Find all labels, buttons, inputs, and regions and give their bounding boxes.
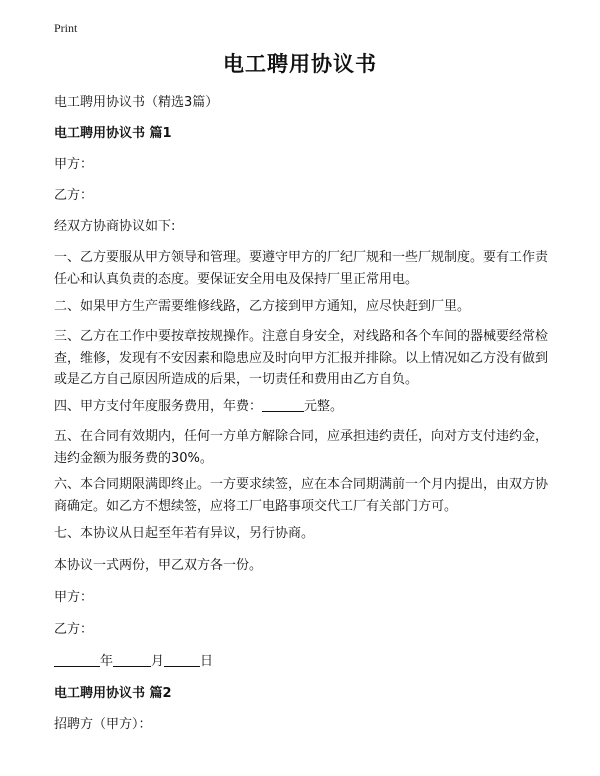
date-line: [54, 651, 559, 672]
clause-1: 一、乙方要服从甲方领导和管理。要遵守甲方的厂纪厂规和一些厂规制度。要有工作责任心和认真负责的态度。要保证安全用电及保持厂里正常用电。: [54, 250, 549, 287]
party-b-label: 乙方：: [54, 188, 94, 203]
intro-text: 经双方协商协议如下:: [54, 219, 176, 234]
month-blank: [113, 652, 151, 667]
fee-blank: [262, 397, 304, 412]
clause-2: 二、如果甲方生产需要维修线路，乙方接到甲方通知，应尽快赶到厂里。: [54, 299, 471, 314]
date-day-label: 日: [200, 654, 214, 669]
year-blank: [54, 652, 100, 667]
party-a-label: 甲方：: [54, 157, 94, 172]
clause-4-prefix: 四、甲方支付年度服务费用，年费：: [54, 399, 263, 414]
copies-text: 本协议一式两份，甲乙双方各一份。: [54, 558, 263, 573]
date-month-label: 月: [151, 654, 165, 669]
sign-party-b: 乙方：: [54, 622, 94, 637]
date-year-label: 年: [100, 654, 114, 669]
print-link[interactable]: Print: [54, 21, 78, 35]
clause-5: 五、在合同有效期内，任何一方单方解除合同，应承担违约责任，向对方支付违约金，违约金额为服务费的30%。: [54, 429, 549, 466]
section2-heading: 电工聘用协议书 篇2: [54, 686, 172, 701]
day-blank: [164, 652, 200, 667]
clause-3: 三、乙方在工作中要按章按规操作。注意自身安全，对线路和各个车间的器械要经常检查，维修，发现有不安因素和隐患应及时向甲方汇报并排除。以上情况如乙方没有做到或是乙方自己原因所造成的后果，一切责任和费用由乙方自负。: [54, 329, 549, 387]
clause-6: 六、本合同期限满即终止。一方要求续签，应在本合同期满前一个月内提出，由双方协商确定。如乙方不想续签，应将工厂电路事项交代工厂有关部门方可。: [54, 477, 549, 514]
section1-heading: 电工聘用协议书 篇1: [54, 126, 172, 141]
document-subtitle: 电工聘用协议书（精选3篇）: [54, 95, 219, 110]
clause-4-suffix: 元整。: [304, 399, 344, 414]
clause-4: [54, 396, 559, 417]
sign-party-a: 甲方：: [54, 590, 94, 605]
clause-7: 七、本协议从日起至年若有异议，另行协商。: [54, 526, 315, 541]
document-title: 电工聘用协议书: [223, 52, 377, 76]
employer-label: 招聘方（甲方）：: [54, 717, 152, 732]
